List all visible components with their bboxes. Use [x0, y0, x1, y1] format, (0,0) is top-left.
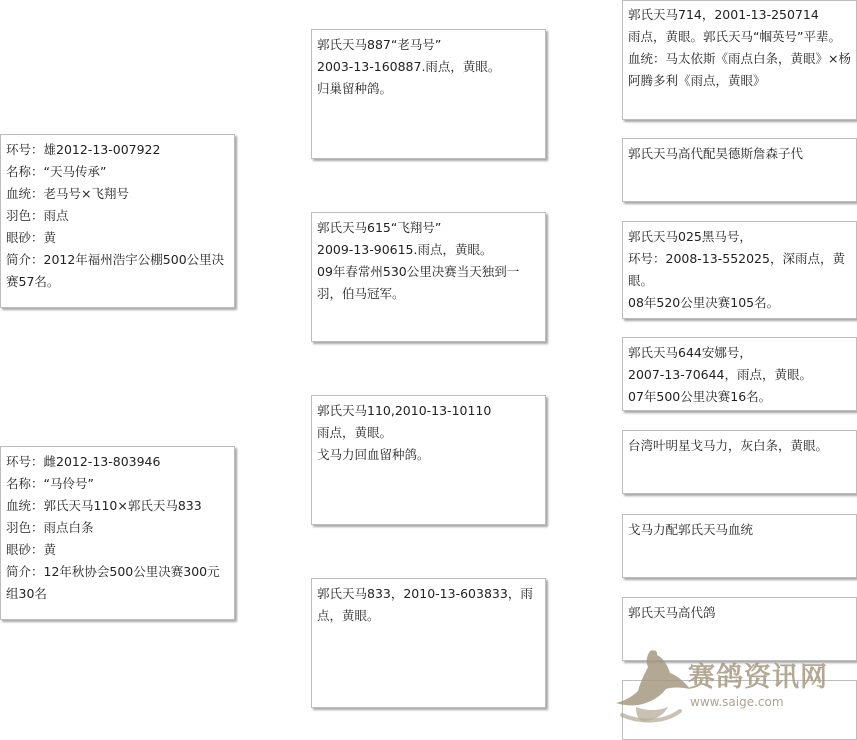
parent-card-4: [311, 578, 546, 708]
parent-line: 2009-13-90615.雨点，黄眼。: [317, 242, 493, 257]
watermark-url: www.saige.com: [690, 695, 784, 709]
grandparent-line: 08年520公里决赛105名。: [628, 295, 780, 310]
watermark-name: 赛鸽资讯网: [688, 662, 828, 693]
grandparent-card-6: [622, 514, 857, 578]
eye-sign: 眼砂：黄: [6, 230, 57, 245]
watermark: [610, 645, 850, 725]
parent-line: 2003-13-160887.雨点，黄眼。: [317, 59, 501, 74]
grandparent-line: 郭氏天马714，2001-13-250714: [628, 7, 819, 22]
parent-card-3: [311, 395, 546, 525]
parent-line: 雨点，黄眼。: [317, 425, 393, 440]
grandparent-line: 台湾叶明星戈马力，灰白条，黄眼。: [628, 438, 829, 453]
grandparent-line: 2007-13-70644，雨点，黄眼。: [628, 367, 813, 382]
parent-line: 戈马力回血留种鸽。: [317, 447, 430, 462]
parent-line: 郭氏天马615“飞翔号”: [317, 220, 442, 235]
parent-line: 郭氏天马110,2010-13-10110: [317, 403, 492, 418]
parent-line: 郭氏天马833，2010-13-603833，雨点，黄眼。: [317, 586, 533, 623]
ring-number: 环号：雄2012-13-007922: [6, 142, 161, 157]
subject-card-sire: [0, 134, 235, 308]
grandparent-line: 郭氏天马025黑马号，: [628, 229, 752, 244]
grandparent-line: 环号：2008-13-552025，深雨点，黄眼。: [628, 251, 845, 288]
introduction: 简介：2012年福州浩宇公棚500公里决赛57名。: [6, 252, 225, 289]
grandparent-line: 郭氏天马高代配昊德斯詹森子代: [628, 146, 804, 161]
bloodline: 血统：郭氏天马110×郭氏天马833: [6, 498, 202, 513]
bloodline: 血统：老马号×飞翔号: [6, 186, 129, 201]
grandparent-card-5: [622, 430, 857, 494]
pigeon-name: 名称：“马伶号”: [6, 476, 94, 491]
eye-sign: 眼砂：黄: [6, 542, 57, 557]
parent-line: 郭氏天马887“老马号”: [317, 37, 442, 52]
grandparent-line: 郭氏天马644安娜号，: [628, 345, 752, 360]
introduction: 简介：12年秋协会500公里决赛300元组30名: [6, 564, 220, 601]
subject-card-dam: [0, 446, 235, 620]
parent-line: 09年春常州530公里决赛当天独到一羽，伯马冠军。: [317, 264, 520, 301]
grandparent-line: 郭氏天马高代鸽: [628, 605, 716, 620]
grandparent-card-4: [622, 337, 857, 411]
grandparent-line: 血统：马太依斯《雨点白条，黄眼》×杨阿腾多利《雨点，黄眼》: [628, 51, 851, 88]
grandparent-card-1: [622, 0, 857, 120]
pigeon-name: 名称：“天马传承”: [6, 164, 107, 179]
feather-color: 羽色：雨点白条: [6, 520, 94, 535]
ring-number: 环号：雌2012-13-803946: [6, 454, 161, 469]
parent-card-1: [311, 29, 546, 159]
grandparent-line: 07年500公里决赛16名。: [628, 389, 772, 404]
feather-color: 羽色：雨点: [6, 208, 69, 223]
parent-line: 归巢留种鸽。: [317, 81, 393, 96]
grandparent-line: 雨点，黄眼。郭氏天马“帼英号”平辈。: [628, 29, 841, 44]
pigeon-logo-icon: [610, 645, 696, 729]
parent-card-2: [311, 212, 546, 342]
grandparent-line: 戈马力配郭氏天马血统: [628, 522, 754, 537]
grandparent-card-3: [622, 221, 857, 319]
grandparent-card-2: [622, 138, 857, 202]
